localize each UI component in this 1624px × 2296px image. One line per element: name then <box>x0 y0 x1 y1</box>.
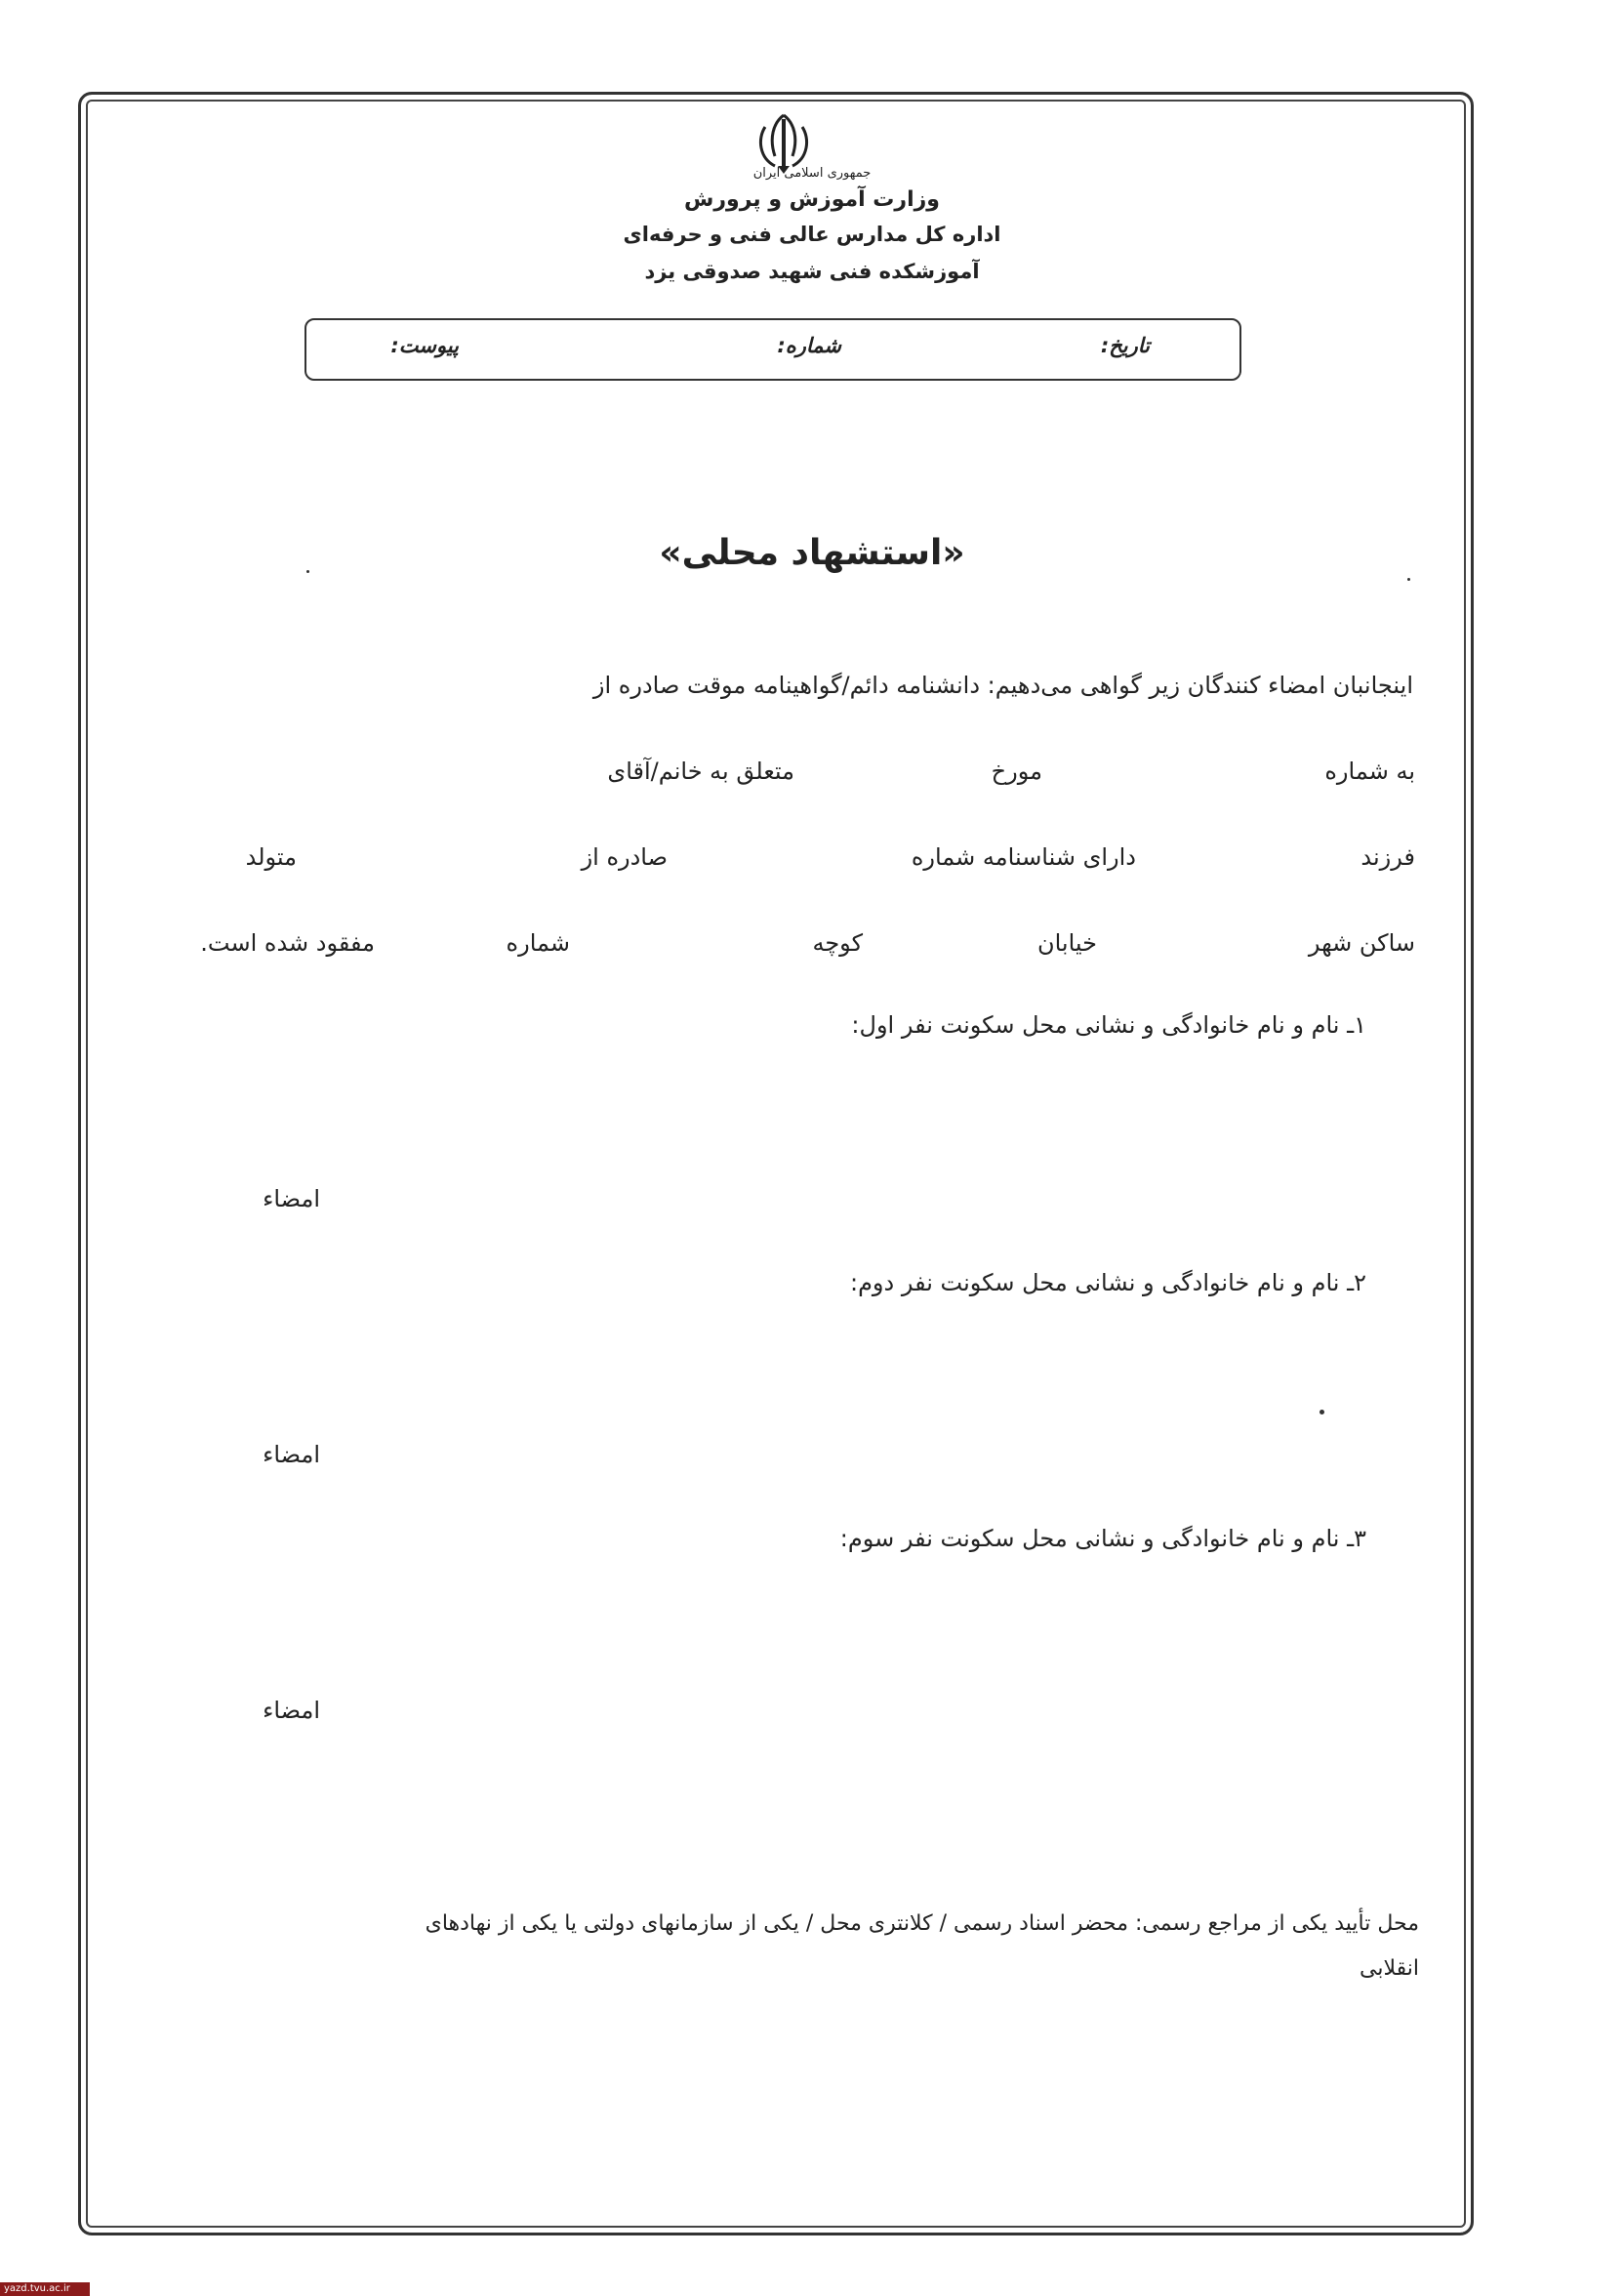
witness-1-signature-label: امضاء <box>263 1185 320 1212</box>
form-field-alley: کوچه <box>812 929 863 957</box>
witness-2-label: ۲ـ نام و نام خانوادگی و نشانی محل سکونت نفر دوم: <box>849 1269 1366 1296</box>
government-label: جمهوری اسلامی ایران <box>752 166 872 181</box>
witness-1-label: ۱ـ نام و نام خانوادگی و نشانی محل سکونت نفر اول: <box>851 1011 1366 1039</box>
attachment-label: پیوست: <box>390 334 459 357</box>
scan-speck <box>1407 578 1410 581</box>
form-field-lost: مفقود شده است. <box>200 929 375 957</box>
scan-speck <box>306 570 309 573</box>
intro-text: اینجانبان امضاء کنندگان زیر گواهی می‌دهیم: دانشنامه دائم/گواهینامه موقت صادره از <box>592 672 1413 699</box>
form-field-issued-from: صادره از <box>581 843 668 871</box>
witness-2-signature-label: امضاء <box>263 1441 320 1468</box>
reference-box <box>304 318 1241 381</box>
school-name: آموزشکده فنی شهید صدوقی یزد <box>644 260 980 283</box>
form-field-born: متولد <box>245 843 297 871</box>
witness-3-signature-label: امضاء <box>263 1697 320 1724</box>
date-label: تاریخ: <box>1100 334 1150 357</box>
form-field-number: به شماره <box>1324 758 1415 785</box>
ministry-name: وزارت آموزش و پرورش <box>684 187 940 212</box>
scan-speck <box>1320 1410 1324 1414</box>
page-title: «استشهاد محلی» <box>659 533 965 573</box>
department-name: اداره کل مدارس عالی فنی و حرفه‌ای <box>623 223 1001 246</box>
number-label: شماره: <box>777 334 841 357</box>
form-field-street: خیابان <box>1036 929 1097 957</box>
form-field-city: ساکن شهر <box>1308 929 1415 957</box>
footer-note: محل تأیید یکی از مراجع رسمی: محضر اسناد رسمی / کلانتری محل / یکی از سازمانهای دولتی یا یکی از نهادهای <box>425 1911 1419 1936</box>
form-field-owner: متعلق به خانم/آقای <box>607 758 794 785</box>
form-field-child-of: فرزند <box>1360 843 1415 871</box>
witness-3-label: ۳ـ نام و نام خانوادگی و نشانی محل سکونت نفر سوم: <box>839 1525 1366 1552</box>
form-field-id-number: دارای شناسنامه شماره <box>911 843 1136 871</box>
site-tag: yazd.tvu.ac.ir <box>0 2282 90 2296</box>
footer-note-continued: انقلابی <box>1360 1956 1419 1981</box>
form-field-house-number: شماره <box>506 929 570 957</box>
form-field-dated: مورخ <box>991 758 1042 785</box>
